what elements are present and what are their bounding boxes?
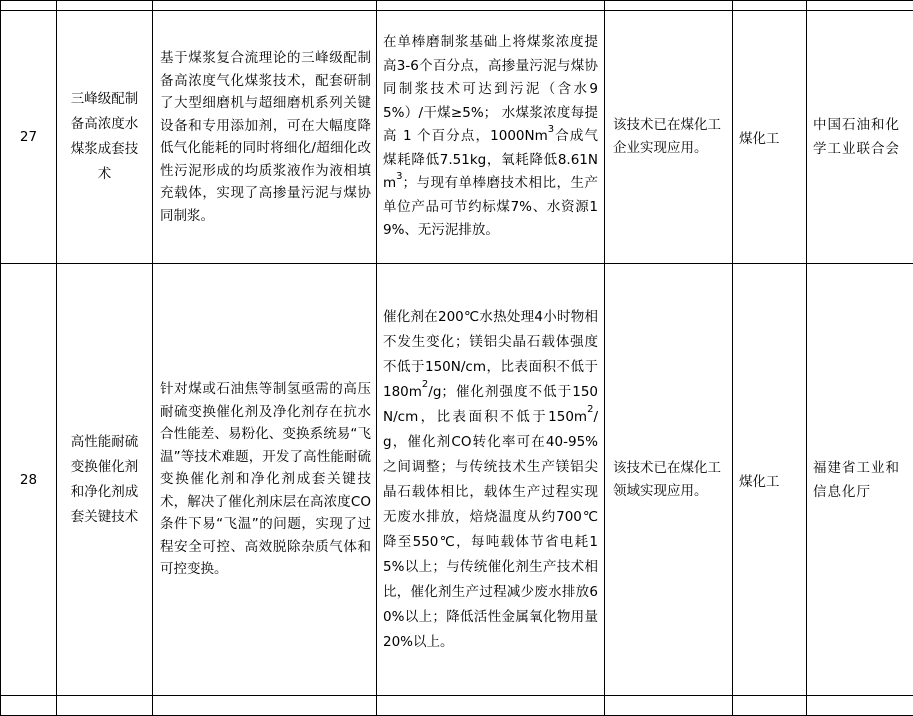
table-row-partial-bottom	[1, 696, 913, 716]
application-status: 该技术已在煤化工企业实现应用。	[605, 11, 733, 264]
row-number: 27	[1, 11, 57, 264]
table-cell	[153, 696, 377, 716]
table-cell	[377, 696, 605, 716]
table-cell	[733, 696, 807, 716]
table-cell	[605, 696, 733, 716]
table-cell	[807, 696, 913, 716]
superscript: 3	[548, 124, 554, 135]
technology-indicators	[377, 264, 605, 696]
technology-description: 基于煤浆复合流理论的三峰级配制备高浓度气化煤浆技术，配套研制了大型细磨机与超细磨机系列关键设备和专用添加剂，可在大幅度降低气化能耗的同时将细化/超细化改性污泥形成的均质浆液作为液相填充载体，实现了高掺量污泥与煤协同制浆。	[153, 11, 377, 264]
indicator-text: /g，催化剂CO转化率可在40-95%之间调整；与传统技术生产镁铝尖晶石载体相比，载体生产过程实现无废水排放，焙烧温度从约700℃降至550℃，每吨载体节省电耗15%以上；与传统催化剂生产技术相比，催化剂生产过程减少废水排放60%以上；降低活性金属氧化物用量20%以上。	[383, 409, 598, 650]
table-row	[1, 11, 913, 264]
table-cell	[605, 1, 733, 11]
recommending-unit: 福建省工业和信息化厅	[807, 264, 913, 696]
table-row	[1, 264, 913, 696]
indicator-text: 在单棒磨制浆基础上将煤浆浓度提高3-6个百分点，高掺量污泥与煤协同制浆技术可达到污泥（含水95%）/干煤≥5%； 水煤浆浓度每提高 1 个百分点，1000Nm	[383, 34, 598, 144]
table-cell	[733, 1, 807, 11]
superscript: 2	[422, 379, 428, 390]
superscript: 3	[396, 171, 402, 182]
table-cell	[57, 696, 153, 716]
table-cell	[57, 1, 153, 11]
table-cell	[1, 696, 57, 716]
indicator-text: 合成气煤耗降低7.51kg，氧耗降低8.61Nm	[383, 128, 598, 191]
table-cell	[153, 1, 377, 11]
row-number: 28	[1, 264, 57, 696]
technology-description: 针对煤或石油焦等制氢亟需的高压耐硫变换催化剂及净化剂存在抗水合性能差、易粉化、变换系统易“飞温”等技术难题，开发了高性能耐硫变换催化剂和净化剂成套关键技术，解决了催化剂床层在高浓度CO条件下易“飞温”的问题，实现了过程安全可控、高效脱除杂质气体和可控变换。	[153, 264, 377, 696]
table-row-partial-top	[1, 1, 913, 11]
indicator-text: ；与现有单棒磨技术相比，生产单位产品可节约标煤7%、水资源19%、无污泥排放。	[383, 175, 598, 238]
application-field: 煤化工	[733, 264, 807, 696]
application-status: 该技术已在煤化工领域实现应用。	[605, 264, 733, 696]
table-cell	[1, 1, 57, 11]
recommending-unit: 中国石油和化学工业联合会	[807, 11, 913, 264]
indicator-text: 催化剂在200℃水热处理4小时物相不发生变化；镁铝尖晶石载体强度不低于150N/cm，比表面积不低于180m	[383, 309, 598, 400]
technology-name: 高性能耐硫变换催化剂和净化剂成套关键技术	[57, 264, 153, 696]
superscript: 2	[587, 404, 593, 415]
indicator-text: /g；催化剂强度不低于150N/cm，比表面积不低于150m	[383, 384, 598, 425]
table-cell	[377, 1, 605, 11]
technology-name: 三峰级配制备高浓度水煤浆成套技术	[57, 11, 153, 264]
table-cell	[807, 1, 913, 11]
technology-indicators	[377, 11, 605, 264]
application-field: 煤化工	[733, 11, 807, 264]
